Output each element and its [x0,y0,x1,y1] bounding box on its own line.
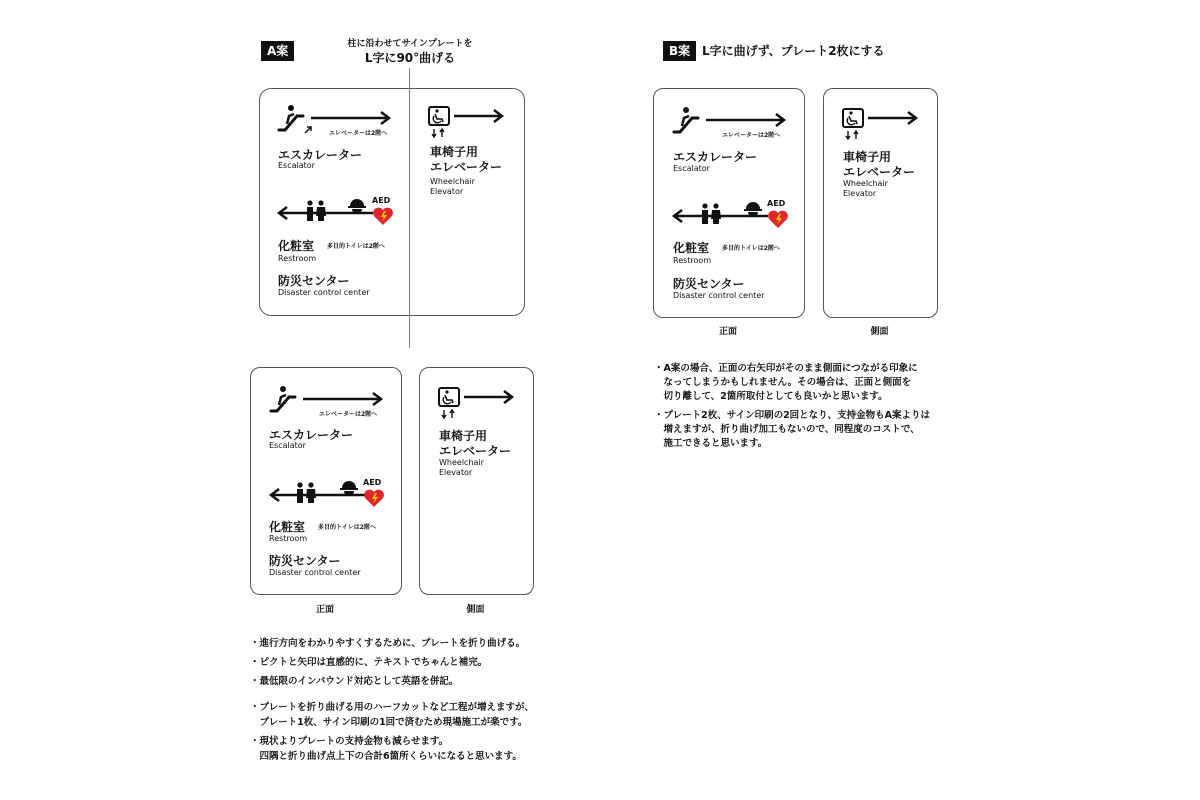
aed-heart-icon [767,209,789,229]
disaster-ja: 防災センター [269,554,341,568]
rescue-worker-icon [347,198,367,214]
note-a-6: ・現状よりプレートの支持金物も減らせます。 [250,736,449,747]
restroom-ja: 化粧室 [269,520,306,534]
aed-label: AED [767,199,786,208]
note-a-5: プレート1枚、サイン印刷の1回で済むため現場施工が楽です。 [250,717,528,728]
rescue-worker-icon [743,201,763,217]
aed-heart-icon [363,488,385,508]
wheelchair-en-1: Wheelchair [430,177,475,186]
note-b-2: なってしまうかもしれません。その場合は、正面と側面を [654,377,912,388]
note-a-3: ・最低限のインバウンド対応として英語を併記。 [250,676,459,687]
plan-b-tag: B案 [663,41,696,61]
escalator-ja: エスカレーター [269,428,354,442]
restroom-pictogram-icon [305,200,327,222]
restroom-2f-note: 多目的トイレは2階へ [722,245,780,252]
side-caption-b: 側面 [870,327,889,337]
disaster-en: Disaster control center [269,568,361,577]
note-a-4: ・プレートを折り曲げる用のハーフカットなど工程が増えますが、 [250,702,534,713]
wheelchair-en-2: Elevator [843,189,877,198]
note-b-5: 増えますが、折り曲げ加工もないので、同程度のコストで、 [654,424,920,435]
note-b-3: 切り離して、2箇所取付としても良いかと思います。 [654,391,888,402]
front-caption-b: 正面 [718,327,737,337]
plan-a-side-plate [419,367,534,595]
sign-side-a [410,88,522,314]
wheelchair-ja-1: 車椅子用 [439,429,488,443]
wheelchair-elevator-icon [438,387,518,421]
elevator-2f-note: エレベーターは2階へ [329,130,388,137]
restroom-pictogram-icon [295,482,317,504]
plan-b-front-plate [653,88,805,318]
escalator-en: Escalator [278,161,315,170]
disaster-ja: 防災センター [673,277,745,291]
fold-note-line1: 柱に沿わせてサインプレートを [347,39,473,49]
elevator-2f-note: エレベーターは2階へ [722,132,781,139]
escalator-en: Escalator [269,441,306,450]
wheelchair-ja-2: エレベーター [843,165,916,179]
note-a-2: ・ピクトと矢印は直感的に、テキストでちゃんと補完。 [250,657,488,668]
plan-a-tag: A案 [261,41,294,61]
side-caption-a: 側面 [466,605,485,615]
note-b-6: 施工できると思います。 [654,438,768,449]
note-a-1: ・進行方向をわかりやすくするために、プレートを折り曲げる。 [250,638,526,649]
plan-b-title: L字に曲げず、プレート2枚にする [702,44,885,58]
wheelchair-en-1: Wheelchair [439,458,484,467]
front-caption-a: 正面 [315,605,334,615]
wheelchair-en-2: Elevator [439,468,473,477]
escalator-ja: エスカレーター [673,150,758,164]
wheelchair-elevator-icon [428,106,508,140]
restroom-ja: 化粧室 [278,239,315,253]
rescue-worker-icon [339,480,359,496]
plan-b-side-plate [823,88,938,318]
note-b-4: ・プレート2枚、サイン印刷の2回となり、支持金物もA案よりは [654,410,931,421]
wheelchair-ja-1: 車椅子用 [430,145,479,159]
restroom-en: Restroom [269,534,308,543]
wheelchair-ja-2: エレベーター [439,444,512,458]
sign-front-a [259,88,409,314]
plan-a-front-plate [250,367,402,595]
disaster-en: Disaster control center [278,288,370,297]
wheelchair-en-2: Elevator [430,187,464,196]
disaster-ja: 防災センター [278,274,350,288]
wheelchair-elevator-icon [842,108,922,142]
restroom-en: Restroom [673,256,712,265]
fold-note-line2: L字に90°曲げる [364,51,456,65]
wheelchair-en-1: Wheelchair [843,179,888,188]
wheelchair-ja-1: 車椅子用 [843,150,892,164]
escalator-en: Escalator [673,164,710,173]
note-b-1: ・A案の場合、正面の右矢印がそのまま側面につながる印象に [654,363,918,374]
restroom-en: Restroom [278,254,317,263]
restroom-2f-note: 多目的トイレは2階へ [327,243,385,250]
restroom-ja: 化粧室 [673,241,710,255]
disaster-en: Disaster control center [673,291,765,300]
aed-heart-icon [372,206,394,226]
note-a-7: 四隅と折り曲げ点上下の合計6箇所くらいになると思います。 [250,751,522,762]
restroom-pictogram-icon [700,203,722,225]
aed-label: AED [372,196,391,205]
wheelchair-ja-2: エレベーター [430,160,503,174]
restroom-2f-note: 多目的トイレは2階へ [318,524,376,531]
escalator-ja: エスカレーター [278,148,363,162]
aed-label: AED [363,478,382,487]
elevator-2f-note: エレベーターは2階へ [319,411,378,418]
